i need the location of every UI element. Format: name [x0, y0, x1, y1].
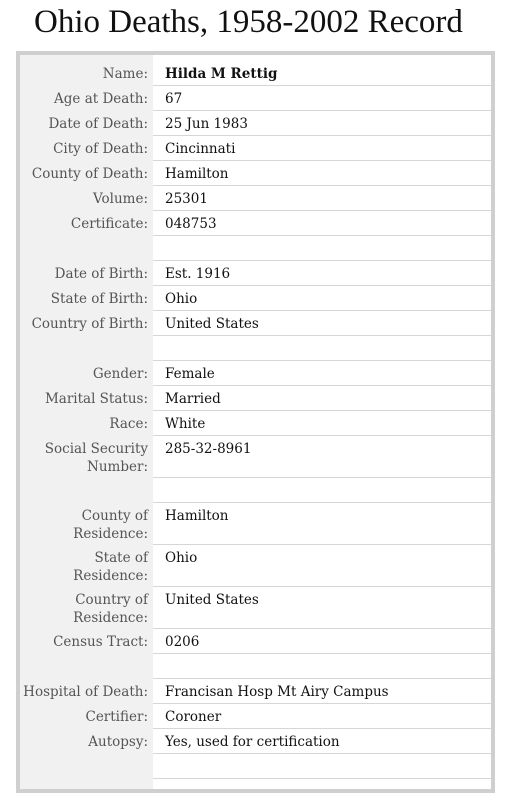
- spacer-row: [20, 236, 491, 261]
- field-value: Ohio: [153, 545, 491, 587]
- field-label: [20, 236, 153, 261]
- record-rows: [20, 61, 491, 779]
- field-value: 67: [153, 86, 491, 111]
- field-label: Certifier:: [85, 709, 148, 725]
- field-value: United States: [153, 311, 491, 336]
- field-value: [153, 236, 491, 261]
- field-value: Hamilton: [153, 503, 491, 545]
- record-row: [20, 136, 491, 161]
- field-value: Est. 1916: [153, 261, 491, 286]
- record-row: [20, 587, 491, 629]
- field-value: 0206: [153, 629, 491, 654]
- spacer-row: [20, 336, 491, 361]
- field-label: Census Tract:: [53, 634, 148, 650]
- field-label: County of Residence:: [73, 508, 148, 542]
- record-row: [20, 86, 491, 111]
- field-value: Hamilton: [153, 161, 491, 186]
- field-label: County of Death:: [31, 166, 148, 182]
- record-row: [20, 386, 491, 411]
- field-value: White: [153, 411, 491, 436]
- field-value: 048753: [153, 211, 491, 236]
- record-row: [20, 729, 491, 754]
- field-label: Date of Death:: [48, 116, 148, 132]
- field-value: [153, 754, 491, 779]
- spacer-row: [20, 478, 491, 503]
- record-row: [20, 161, 491, 186]
- record-row: [20, 704, 491, 729]
- field-value: United States: [153, 587, 491, 629]
- record-row: [20, 111, 491, 136]
- field-label: [20, 336, 153, 361]
- record-table: [16, 51, 495, 793]
- field-label: State of Residence:: [73, 550, 148, 584]
- record-row: [20, 629, 491, 654]
- field-label: [20, 654, 153, 679]
- record-row: [20, 361, 491, 386]
- field-label: Gender:: [92, 366, 148, 382]
- field-label: Social Security Number:: [44, 441, 148, 475]
- field-label: City of Death:: [53, 141, 148, 157]
- field-value: [153, 336, 491, 361]
- record-row: [20, 545, 491, 587]
- field-label: [20, 754, 153, 779]
- record-row: [20, 211, 491, 236]
- record-row: [20, 436, 491, 478]
- field-value: [153, 654, 491, 679]
- record-row: [20, 186, 491, 211]
- field-value: 25301: [153, 186, 491, 211]
- field-label: Country of Residence:: [73, 592, 148, 626]
- spacer-row: [20, 754, 491, 779]
- field-label: Age at Death:: [54, 91, 148, 107]
- field-value: Female: [153, 361, 491, 386]
- field-label: State of Birth:: [50, 291, 148, 307]
- field-value: Yes, used for certification: [153, 729, 491, 754]
- field-label: Date of Birth:: [54, 266, 148, 282]
- field-label: Name:: [102, 66, 148, 82]
- record-row: [20, 261, 491, 286]
- record-row: [20, 503, 491, 545]
- field-value: [153, 478, 491, 503]
- field-value: Hilda M Rettig: [153, 61, 491, 86]
- field-value: 25 Jun 1983: [153, 111, 491, 136]
- spacer-row: [20, 654, 491, 679]
- field-label: Race:: [109, 416, 148, 432]
- field-value: Married: [153, 386, 491, 411]
- field-value: Cincinnati: [153, 136, 491, 161]
- record-row: [20, 61, 491, 86]
- record-row: [20, 311, 491, 336]
- field-value: Ohio: [153, 286, 491, 311]
- field-label: Autopsy:: [88, 734, 148, 750]
- record-row: [20, 679, 491, 704]
- field-label: Certificate:: [70, 216, 148, 232]
- record-row: [20, 411, 491, 436]
- field-label: Hospital of Death:: [23, 684, 148, 700]
- field-label: [20, 478, 153, 503]
- field-value: Coroner: [153, 704, 491, 729]
- field-label: Country of Birth:: [31, 316, 148, 332]
- page-title: Ohio Deaths, 1958-2002 Record: [34, 4, 463, 40]
- record-row: [20, 286, 491, 311]
- field-value: 285-32-8961: [153, 436, 491, 478]
- field-label: Marital Status:: [44, 391, 148, 407]
- field-value: Francisan Hosp Mt Airy Campus: [153, 679, 491, 704]
- field-label: Volume:: [93, 191, 148, 207]
